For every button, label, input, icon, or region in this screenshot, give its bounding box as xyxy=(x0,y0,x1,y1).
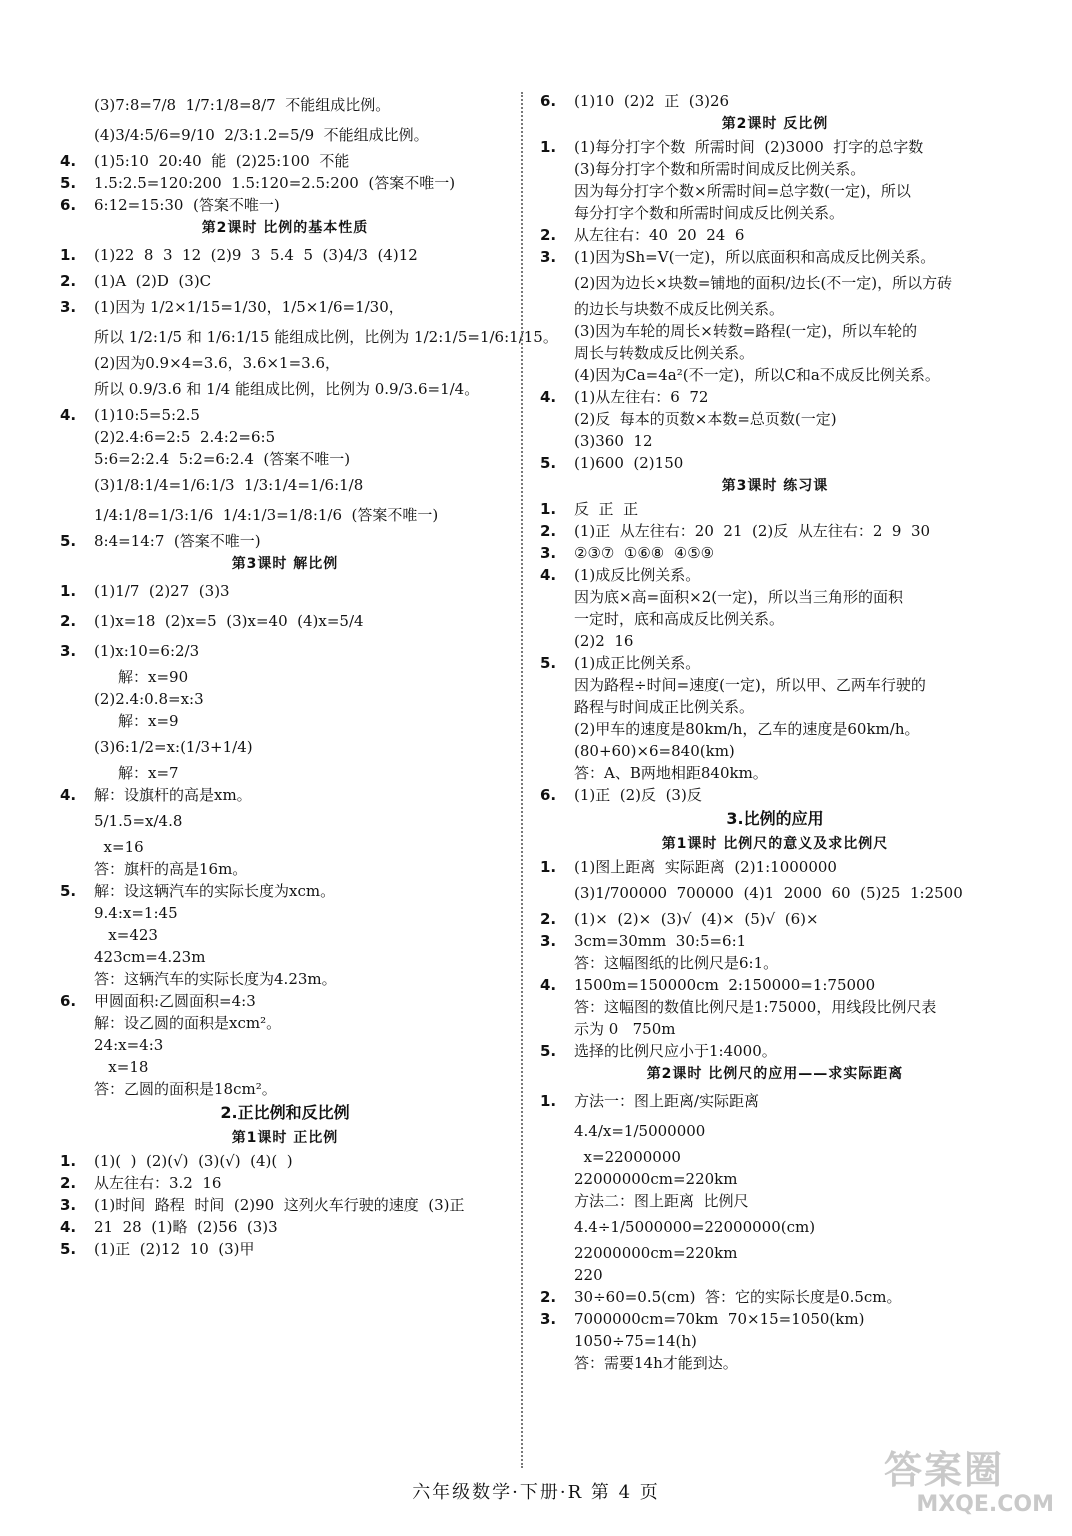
lesson-heading: 第2课时 比例尺的应用——求实际距离 xyxy=(646,1066,904,1082)
answer-text: 答：这幅图纸的比例尺是6:1。 xyxy=(574,954,779,972)
answer-line xyxy=(540,180,1010,202)
answer-line xyxy=(540,1212,1010,1242)
answer-line xyxy=(60,858,510,880)
answer-text: 答：需要14h才能到达。 xyxy=(574,1354,738,1372)
item-number: 3. xyxy=(540,248,557,266)
answer-text: (1)1/7 (2)27 (3)3 xyxy=(94,582,230,600)
answer-item xyxy=(60,1216,510,1238)
answer-line xyxy=(540,342,1010,364)
answer-text: 路程与时间成正比例关系。 xyxy=(574,698,755,716)
answer-text: 220 xyxy=(574,1266,603,1284)
answer-item xyxy=(60,404,510,426)
answer-text: 1/4:1/8=1/3:1/6 1/4:1/3=1/8:1/6 (答案不唯一) xyxy=(94,506,439,524)
answer-text: 方法一：图上距离/实际距离 xyxy=(574,1092,760,1110)
answer-text: 22000000cm=220km xyxy=(574,1244,738,1262)
answer-text: (4)因为Ca=4a²(不一定)，所以C和a不成反比例关系。 xyxy=(574,366,940,384)
answer-text: 解：x=7 xyxy=(118,764,179,782)
answer-text: 7000000cm=70km 70×15=1050(km) xyxy=(574,1310,865,1328)
answer-item xyxy=(540,930,1010,952)
answer-text: 22000000cm=220km xyxy=(574,1170,738,1188)
lesson-heading: 第2课时 反比例 xyxy=(721,116,829,132)
answer-text: 甲圆面积:乙圆面积=4:3 xyxy=(94,992,256,1010)
answer-text: (2)2.4:0.8=x:3 xyxy=(94,690,204,708)
answer-item xyxy=(60,172,510,194)
section-heading: 3.比例的应用 xyxy=(726,809,824,828)
answer-item xyxy=(540,1086,1010,1116)
answer-line xyxy=(540,1116,1010,1146)
answer-line xyxy=(60,120,510,150)
item-number: 5. xyxy=(540,654,557,672)
answer-item xyxy=(540,856,1010,878)
answer-item xyxy=(60,1172,510,1194)
answer-text: 因为路程÷时间=速度(一定)，所以甲、乙两车行驶的 xyxy=(574,676,926,694)
answer-line xyxy=(60,374,510,404)
item-number: 5. xyxy=(60,1240,77,1258)
answer-text: (1)从左往右：6 72 xyxy=(574,388,709,406)
item-number: 2. xyxy=(540,1288,557,1306)
answer-text: 1500m=150000cm 2:150000=1:75000 xyxy=(574,976,876,994)
answer-line xyxy=(540,674,1010,696)
answer-text: (2)甲车的速度是80km/h，乙车的速度是60km/h。 xyxy=(574,720,920,738)
answer-text: 30÷60=0.5(cm) 答：它的实际长度是0.5cm。 xyxy=(574,1288,902,1306)
answer-item xyxy=(540,1308,1010,1330)
answer-line xyxy=(540,696,1010,718)
answer-item xyxy=(60,194,510,216)
answer-line xyxy=(540,1146,1010,1168)
answer-text: 因为底×高=面积×2(一定)，所以当三角形的面积 xyxy=(574,588,903,606)
item-number: 1. xyxy=(540,858,557,876)
item-number: 6. xyxy=(60,196,77,214)
answer-line xyxy=(60,426,510,448)
answer-item xyxy=(540,974,1010,996)
answer-text: x=16 xyxy=(94,838,144,856)
answer-item xyxy=(540,90,1010,112)
page-footer: 六年级数学·下册·R 第 4 页 xyxy=(412,1482,660,1503)
answer-text: 答：这辆汽车的实际长度为4.23m。 xyxy=(94,970,337,988)
answer-text: 21 28 (1)略 (2)56 (3)3 xyxy=(94,1218,278,1236)
item-number: 3. xyxy=(540,1310,557,1328)
item-number: 3. xyxy=(540,932,557,950)
answer-text: 答：旗杆的高是16m。 xyxy=(94,860,248,878)
answer-text: x=18 xyxy=(94,1058,149,1076)
answer-text: (1)22 8 3 12 (2)9 3 5.4 5 (3)4/3 (4)12 xyxy=(94,246,418,264)
lesson-heading: 第3课时 练习课 xyxy=(721,478,829,494)
answer-line xyxy=(540,268,1010,298)
answer-text: 24:x=4:3 xyxy=(94,1036,164,1054)
answer-text: 从左往右：40 20 24 6 xyxy=(574,226,745,244)
answer-line xyxy=(540,158,1010,180)
answer-text: x=423 xyxy=(94,926,158,944)
answer-line xyxy=(540,740,1010,762)
answer-line xyxy=(540,630,1010,652)
item-number: 5. xyxy=(60,532,77,550)
answer-line xyxy=(60,762,510,784)
answer-item xyxy=(540,246,1010,268)
answer-line xyxy=(60,90,510,120)
answer-line xyxy=(60,470,510,500)
answer-text: 3cm=30mm 30:5=6:1 xyxy=(574,932,747,950)
answer-line xyxy=(540,1242,1010,1264)
answer-line xyxy=(60,924,510,946)
answer-line xyxy=(60,352,510,374)
answer-text: ②③⑦ ①⑥⑧ ④⑤⑨ xyxy=(574,544,715,562)
answer-line xyxy=(60,1056,510,1078)
answer-line xyxy=(60,1034,510,1056)
answer-text: 解：设乙圆的面积是xcm²。 xyxy=(94,1014,282,1032)
item-number: 1. xyxy=(540,138,557,156)
answer-text: 所以 0.9/3.6 和 1/4 能组成比例，比例为 0.9/3.6=1/4。 xyxy=(94,380,480,398)
answer-text: (1)600 (2)150 xyxy=(574,454,684,472)
answer-item xyxy=(60,784,510,806)
item-number: 5. xyxy=(60,174,77,192)
answer-line xyxy=(540,718,1010,740)
answer-line xyxy=(540,1018,1010,1040)
answer-item xyxy=(540,1286,1010,1308)
item-number: 3. xyxy=(60,1196,77,1214)
answer-item xyxy=(60,1150,510,1172)
answer-item xyxy=(60,1194,510,1216)
answer-item xyxy=(540,1040,1010,1062)
answer-text: 解：设旗杆的高是xm。 xyxy=(94,786,252,804)
item-number: 1. xyxy=(540,1092,557,1110)
answer-text: 每分打字个数和所需时间成反比例关系。 xyxy=(574,204,845,222)
answer-text: 答：这幅图的数值比例尺是1:75000，用线段比例尺表 xyxy=(574,998,937,1016)
answer-line xyxy=(540,320,1010,342)
answer-item xyxy=(540,136,1010,158)
answer-line xyxy=(60,688,510,710)
item-number: 5. xyxy=(60,882,77,900)
answer-line xyxy=(60,710,510,732)
answer-text: (3)7:8=7/8 1/7:1/8=8/7 不能组成比例。 xyxy=(94,96,391,114)
answer-text: (2)2 16 xyxy=(574,632,634,650)
answer-text: (1)正 (2)反 (3)反 xyxy=(574,786,702,804)
answer-item xyxy=(60,636,510,666)
answer-item xyxy=(540,542,1010,564)
answer-text: 所以 1/2:1/5 和 1/6:1/15 能组成比例，比例为 1/2:1/5=1/6:1/15。 xyxy=(94,328,558,346)
lesson-heading: 第1课时 正比例 xyxy=(231,1130,339,1146)
answer-text: (1)x:10=6:2/3 xyxy=(94,642,200,660)
answer-text: (2)2.4:6=2:5 2.4:2=6:5 xyxy=(94,428,276,446)
watermark-site: MXQE.COM xyxy=(916,1492,1054,1517)
answer-line xyxy=(540,952,1010,974)
item-number: 2. xyxy=(60,272,77,290)
answer-item xyxy=(540,498,1010,520)
answer-line xyxy=(540,430,1010,452)
item-number: 3. xyxy=(60,298,77,316)
answer-line xyxy=(60,946,510,968)
answer-text: (1)10 (2)2 正 (3)26 xyxy=(574,92,730,110)
answer-line xyxy=(60,322,558,352)
section-heading: 2.正比例和反比例 xyxy=(220,1103,350,1122)
answer-text: (1)x=18 (2)x=5 (3)x=40 (4)x=5/4 xyxy=(94,612,364,630)
answer-line xyxy=(60,1078,510,1100)
item-number: 1. xyxy=(540,500,557,518)
item-number: 4. xyxy=(60,406,77,424)
answer-item xyxy=(60,1238,510,1260)
item-number: 1. xyxy=(60,1152,77,1170)
answer-text: 1.5:2.5=120:200 1.5:120=2.5:200 (答案不唯一) xyxy=(94,174,456,192)
answer-text: (1)成正比例关系。 xyxy=(574,654,701,672)
lesson-heading: 第2课时 比例的基本性质 xyxy=(201,220,369,236)
answer-text: (3)1/8:1/4=1/6:1/3 1/3:1/4=1/6:1/8 xyxy=(94,476,364,494)
answer-item xyxy=(60,990,510,1012)
answer-line xyxy=(60,968,510,990)
answer-text: (2)因为边长×块数=铺地的面积/边长(不一定)，所以方砖 xyxy=(574,274,953,292)
answer-line xyxy=(540,586,1010,608)
answer-item xyxy=(540,908,1010,930)
answer-line xyxy=(540,1330,1010,1352)
lesson-heading: 第3课时 解比例 xyxy=(231,556,339,572)
answer-text: 因为每分打字个数×所需时间=总字数(一定)，所以 xyxy=(574,182,911,200)
answer-text: (80+60)×6=840(km) xyxy=(574,742,735,760)
answer-text: 9.4:x=1:45 xyxy=(94,904,178,922)
watermark-mark: 答案圈 xyxy=(884,1448,1005,1492)
answer-text: (1)正 从左往右：20 21 (2)反 从左往右：2 9 30 xyxy=(574,522,931,540)
answer-line xyxy=(540,364,1010,386)
answer-text: 从左往右：3.2 16 xyxy=(94,1174,222,1192)
answer-line xyxy=(60,666,510,688)
item-number: 5. xyxy=(540,454,557,472)
item-number: 5. xyxy=(540,1042,557,1060)
answer-line xyxy=(540,408,1010,430)
answer-text: (1)成反比例关系。 xyxy=(574,566,701,584)
answer-line xyxy=(60,902,510,924)
item-number: 3. xyxy=(540,544,557,562)
answer-line xyxy=(540,608,1010,630)
answer-text: (1)每分打字个数 所需时间 (2)3000 打字的总字数 xyxy=(574,138,924,156)
answer-line xyxy=(540,202,1010,224)
watermark-logo xyxy=(884,1448,1054,1526)
answer-line xyxy=(540,1264,1010,1286)
answer-item xyxy=(60,880,510,902)
answer-text: 答：A、B两地相距840km。 xyxy=(574,764,768,782)
answer-text: (1)时间 路程 时间 (2)90 这列火车行驶的速度 (3)正 xyxy=(94,1196,465,1214)
answer-text: 解：x=9 xyxy=(118,712,179,730)
item-number: 2. xyxy=(60,1174,77,1192)
answer-text: 选择的比例尺应小于1:4000。 xyxy=(574,1042,777,1060)
item-number: 3. xyxy=(60,642,77,660)
answer-item xyxy=(60,292,510,322)
answer-text: 一定时，底和高成反比例关系。 xyxy=(574,610,785,628)
answer-text: 4.4/x=1/5000000 xyxy=(574,1122,706,1140)
answer-text: (1)5:10 20:40 能 (2)25:100 不能 xyxy=(94,152,350,170)
answer-text: 423cm=4.23m xyxy=(94,948,206,966)
answer-line xyxy=(540,1352,1010,1374)
answer-text: (1)( ) (2)(√) (3)(√) (4)( ) xyxy=(94,1152,293,1170)
answer-line xyxy=(540,762,1010,784)
answer-line xyxy=(540,996,1010,1018)
answer-text: (3)1/700000 700000 (4)1 2000 60 (5)25 1:2500 xyxy=(574,884,963,902)
answer-text: (3)360 12 xyxy=(574,432,653,450)
item-number: 4. xyxy=(540,566,557,584)
answer-text: 8:4=14:7 (答案不唯一) xyxy=(94,532,261,550)
answer-item xyxy=(60,270,510,292)
answer-text: 1050÷75=14(h) xyxy=(574,1332,697,1350)
item-number: 6. xyxy=(60,992,77,1010)
answer-item xyxy=(540,224,1010,246)
answer-item xyxy=(540,652,1010,674)
left-column xyxy=(60,90,558,1260)
answer-line xyxy=(60,500,510,530)
answer-text: x=22000000 xyxy=(574,1148,681,1166)
answer-item xyxy=(60,240,510,270)
answer-item xyxy=(540,564,1010,586)
answer-item xyxy=(540,784,1010,806)
answer-line xyxy=(60,448,510,470)
answer-text: 反 正 正 xyxy=(574,500,639,518)
item-number: 4. xyxy=(60,152,77,170)
answer-text: 方法二：图上距离 比例尺 xyxy=(574,1192,749,1210)
answer-line xyxy=(540,1168,1010,1190)
answer-text: (2)反 每本的页数×本数=总页数(一定) xyxy=(574,410,837,428)
answer-item xyxy=(540,452,1010,474)
item-number: 2. xyxy=(540,226,557,244)
item-number: 1. xyxy=(60,582,77,600)
item-number: 4. xyxy=(540,976,557,994)
right-column xyxy=(540,90,1010,1374)
answer-text: (3)每分打字个数和所需时间成反比例关系。 xyxy=(574,160,866,178)
answer-line xyxy=(540,1190,1010,1212)
answer-text: 周长与转数成反比例关系。 xyxy=(574,344,755,362)
answer-text: (2)因为0.9×4=3.6，3.6×1=3.6， xyxy=(94,354,341,372)
answer-text: (1)因为Sh=V(一定)，所以底面积和高成反比例关系。 xyxy=(574,248,936,266)
answer-line xyxy=(60,836,510,858)
item-number: 6. xyxy=(540,92,557,110)
item-number: 2. xyxy=(540,910,557,928)
item-number: 1. xyxy=(60,246,77,264)
answer-text: (1)正 (2)12 10 (3)甲 xyxy=(94,1240,255,1258)
answer-text: 5:6=2:2.4 5:2=6:2.4 (答案不唯一) xyxy=(94,450,351,468)
answer-text: (4)3/4:5/6=9/10 2/3:1.2=5/9 不能组成比例。 xyxy=(94,126,429,144)
answer-text: 示为 0 750m xyxy=(574,1020,676,1038)
item-number: 2. xyxy=(540,522,557,540)
answer-text: (1)10:5=5:2.5 xyxy=(94,406,200,424)
answer-text: (1)因为 1/2×1/15=1/30，1/5×1/6=1/30， xyxy=(94,298,404,316)
answer-item xyxy=(60,606,510,636)
answer-text: (3)因为车轮的周长×转数=路程(一定)，所以车轮的 xyxy=(574,322,918,340)
answer-text: 解：x=90 xyxy=(118,668,189,686)
answer-line xyxy=(60,806,510,836)
lesson-heading: 第1课时 比例尺的意义及求比例尺 xyxy=(661,836,889,852)
answer-text: 4.4÷1/5000000=22000000(cm) xyxy=(574,1218,816,1236)
answer-text: 的边长与块数不成反比例关系。 xyxy=(574,300,785,318)
answer-line xyxy=(540,878,1010,908)
answer-text: (3)6:1/2=x:(1/3+1/4) xyxy=(94,738,253,756)
answer-text: (1)图上距离 实际距离 (2)1:1000000 xyxy=(574,858,837,876)
item-number: 6. xyxy=(540,786,557,804)
answer-item xyxy=(540,520,1010,542)
item-number: 4. xyxy=(60,786,77,804)
answer-text: (1)A (2)D (3)C xyxy=(94,272,212,290)
answer-text: 解：设这辆汽车的实际长度为xcm。 xyxy=(94,882,336,900)
answer-item xyxy=(60,150,510,172)
answer-text: 答：乙圆的面积是18cm²。 xyxy=(94,1080,277,1098)
answer-text: (1)× (2)× (3)√ (4)× (5)√ (6)× xyxy=(574,910,819,928)
answer-text: 6:12=15:30 (答案不唯一) xyxy=(94,196,280,214)
item-number: 2. xyxy=(60,612,77,630)
answer-text: 5/1.5=x/4.8 xyxy=(94,812,183,830)
answer-line xyxy=(540,298,1010,320)
item-number: 4. xyxy=(540,388,557,406)
answer-line xyxy=(60,732,510,762)
answer-item xyxy=(540,386,1010,408)
answer-line xyxy=(60,1012,510,1034)
answer-item xyxy=(60,530,510,552)
item-number: 4. xyxy=(60,1218,77,1236)
answer-item xyxy=(60,576,510,606)
column-divider xyxy=(521,92,523,1468)
